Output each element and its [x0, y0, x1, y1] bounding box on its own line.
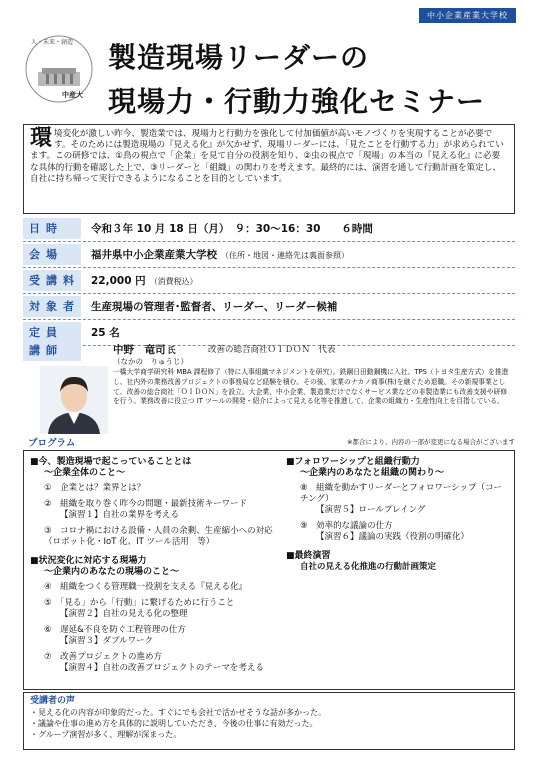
intro-text: 境変化が激しい昨今、製造業では、現場力と行動力を強化して付加価値が高いモノづくりを実現することが必要です。そのためには製造現場の『見える化』が欠かせず、現場リーダーには、「見たことを行動する力」が求められています。この研修では、①鳥の視点で「企業」を見て自分の役割を知り、②虫の視点で「現場」の本当の『見える化』に必要な具体的行動を確認した上で、③リーダーと「組織」の関わりを考えます。最終的には、演習を通して行動計画を策定し、自社に持ち帰って実行できるようになることを目的としています。 [30, 129, 504, 184]
detail-label: 対象者 [23, 296, 81, 317]
program-item: ⑥ 遅延&不良を防ぐ工程管理の仕方 【演習３】ダブルワーク [44, 625, 186, 646]
title-line-1: 製造現場リーダーの [108, 41, 370, 74]
program-item: ⑤ 「見る」から「行動」に繋げるために行うこと 【演習２】自社の見える化の整理 [44, 598, 235, 619]
section-subtitle: ～企業全体のこと～ [44, 468, 126, 478]
detail-row-target [23, 294, 515, 320]
section-title: ■最終演習 [286, 551, 331, 561]
section-title: ■フォロワーシップと組織行動力 [286, 457, 420, 467]
program-item: ④ 組織をつくる管理職一役割を支える『見える化』 [44, 582, 248, 592]
final-exercise-desc: 自社の見える化推進の行動計画策定 [300, 562, 437, 572]
voices-title: 受講者の声 [30, 696, 76, 706]
detail-value: 25 名 [91, 327, 120, 339]
intro-box [23, 124, 515, 214]
detail-row-date [23, 216, 515, 242]
instructor-photo [40, 366, 108, 434]
detail-value: 令和３年 10 月 18 日（月） ９：30～16：30 ６時間 [91, 223, 373, 235]
program-right-column [286, 457, 510, 573]
instructor-reading: （なかの りゅうじ） [113, 357, 188, 366]
program-item: ⑨ 効率的な議論の仕方 【演習６】議論の実践（役割の明確化） [300, 521, 470, 542]
section-subtitle: ～企業内のあなたの現場のこと～ [44, 567, 180, 577]
detail-row-venue [23, 242, 515, 268]
detail-label: 日時 [23, 218, 81, 239]
detail-row-fee [23, 268, 515, 294]
instructor-bio: 一橋大学商学研究科 MBA 課程修了（特に人事組織マネジメントを研究）。鉄鋼日田動鋼機に入社。TPS（トヨタ生産方式）を推進し、社内外の業務改善プロジェクトの事務局など経験を積む。その後、家業のナカノ商事(株)を継ぐため退職。その新規事業として、改善の総合商社「ＯＩＤＯＮ」を設立。大企業、中小企業、製造業だけでなくサービス業などの非製造業にも改善支援や研修を行う。業務改善に役立つ IT ツールの開発・紹介によって見える化等を推進して、企業の組織力・生産性向上を目指している。 [113, 368, 509, 406]
program-item: ⑦ 改善プロジェクトの進め方 【演習４】自社の改善プロジェクトのテーマを考える [44, 652, 264, 673]
voice-item: ・見える化の内容が印象的だった。すぐにでも会社で活かせそうな話が多かった。 [30, 708, 326, 717]
school-tag: 中小企業産業大学校 [419, 8, 516, 23]
intro-initial: 環 [30, 126, 53, 151]
detail-value: 22,000 円 （消費税込） [91, 275, 198, 287]
logo-text: 人・未来・創造 [31, 39, 74, 46]
instructor-company: 改善の総合商社ＯＩＤＯＮ 代表 [208, 345, 336, 355]
voice-item: ・グループ演習が多く、理解が深まった。 [30, 730, 182, 739]
detail-value: 生産現場の管理者･監督者、リーダー、リーダー候補 [91, 301, 338, 313]
program-item: ② 組織を取り巻く昨今の問題・最新技術キーワード 【演習１】自社の業界を考える [44, 499, 248, 520]
voice-item: ・議論や仕事の進め方を具体的に説明していただき、今後の仕事に有効だった。 [30, 719, 318, 728]
detail-label: 定員 [23, 322, 81, 343]
section-title: ■今、製造現場で起こっていることとは [30, 457, 192, 467]
program-header [23, 435, 515, 449]
program-item: ① 企業とは？業界とは？ [44, 483, 146, 493]
participant-voices [23, 692, 515, 750]
detail-label: 受講料 [23, 270, 81, 291]
program-item: ③ コロナ禍における設備・人員の余剰、生産縮小への対応（ロボット化・IoT 化、IT ツール活用 等） [44, 526, 273, 547]
detail-value: 福井県中小企業産業大学校 （住所・地図・連絡先は裏面参照） [91, 249, 349, 261]
program-left-column [30, 457, 284, 679]
section-title: ■状況変化に対応する現場力 [30, 556, 147, 566]
logo-caption: 中産大 [62, 91, 83, 99]
program-title: プログラム [28, 438, 76, 449]
details-table [23, 216, 515, 346]
instructor-label: 講師 [23, 340, 81, 361]
detail-label: 会場 [23, 244, 81, 265]
program-item: ⑧ 組織を動かすリーダーとフォロワーシップ（コーチング） 【演習５】ロールプレイング [300, 483, 503, 515]
title-line-2: 現場力・行動力強化セミナー [108, 85, 486, 118]
program-note: ※都合により、内容の一部が変更になる場合がございます [347, 438, 515, 446]
instructor-name: 中野 竜司 氏 [113, 344, 176, 356]
section-subtitle: ～企業内のあなたと組織の関わり～ [300, 468, 445, 478]
instructor-section [23, 340, 515, 432]
program-box [23, 450, 515, 690]
